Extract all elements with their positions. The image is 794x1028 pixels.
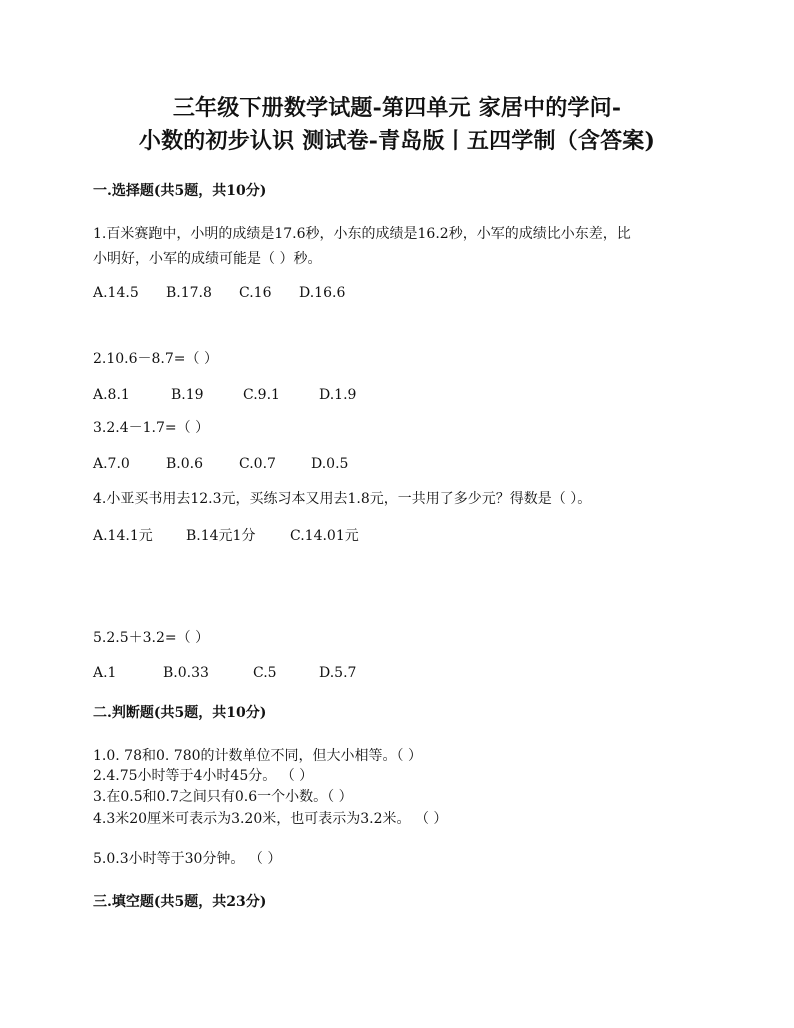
option-d[interactable]: D.16.6 <box>299 285 346 301</box>
choice-question-3: 3.2.4－1.7=（ ） <box>93 420 210 436</box>
choice-question-1-line2: 小明好，小军的成绩可能是（ ）秒。 <box>93 251 322 267</box>
option-c[interactable]: C.5 <box>253 665 277 681</box>
option-c[interactable]: C.16 <box>239 285 272 301</box>
choice-question-1 <box>93 222 713 272</box>
option-b[interactable]: B.14元1分 <box>186 528 256 544</box>
option-b[interactable]: B.19 <box>171 387 204 403</box>
section-heading-fill: 三.填空题(共5题，共23分) <box>93 894 267 910</box>
choice-question-4: 4.小亚买书用去12.3元，买练习本又用去1.8元，一共用了多少元？得数是（ ）。 <box>93 491 592 507</box>
option-a[interactable]: A.7.0 <box>93 456 130 472</box>
option-a[interactable]: A.1 <box>93 665 117 681</box>
option-a[interactable]: A.14.1元 <box>93 528 153 544</box>
judge-question-4: 4.3米20厘米可表示为3.20米，也可表示为3.2米。 （ ） <box>93 811 448 827</box>
choice-question-5: 5.2.5＋3.2=（ ） <box>93 630 210 646</box>
judge-question-1: 1.0. 78和0. 780的计数单位不同，但大小相等。（ ） <box>93 748 422 764</box>
option-a[interactable]: A.8.1 <box>93 387 130 403</box>
option-b[interactable]: B.0.6 <box>166 456 204 472</box>
section-heading-judge: 二.判断题(共5题，共10分) <box>93 705 267 721</box>
option-c[interactable]: C.9.1 <box>243 387 280 403</box>
page-title-line2: 小数的初步认识 测试卷-青岛版丨五四学制（含答案) <box>138 128 656 154</box>
option-c[interactable]: C.0.7 <box>239 456 276 472</box>
choice-question-1-line1: 1.百米赛跑中，小明的成绩是17.6秒，小东的成绩是16.2秒，小军的成绩比小东差，比 <box>93 226 631 242</box>
judge-question-5: 5.0.3小时等于30分钟。 （ ） <box>93 851 282 867</box>
option-d[interactable]: D.5.7 <box>319 665 357 681</box>
judge-question-2: 2.4.75小时等于4小时45分。 （ ） <box>93 768 314 784</box>
option-c[interactable]: C.14.01元 <box>290 528 359 544</box>
option-a[interactable]: A.14.5 <box>93 285 139 301</box>
option-d[interactable]: D.0.5 <box>311 456 349 472</box>
option-b[interactable]: B.17.8 <box>166 285 212 301</box>
page-title-line1: 三年级下册数学试题-第四单元 家居中的学问- <box>172 95 622 121</box>
option-d[interactable]: D.1.9 <box>319 387 357 403</box>
option-b[interactable]: B.0.33 <box>163 665 209 681</box>
choice-question-2: 2.10.6－8.7=（ ） <box>93 351 218 367</box>
judge-question-3: 3.在0.5和0.7之间只有0.6一个小数。（ ） <box>93 789 353 805</box>
section-heading-choice: 一.选择题(共5题，共10分) <box>93 183 267 199</box>
